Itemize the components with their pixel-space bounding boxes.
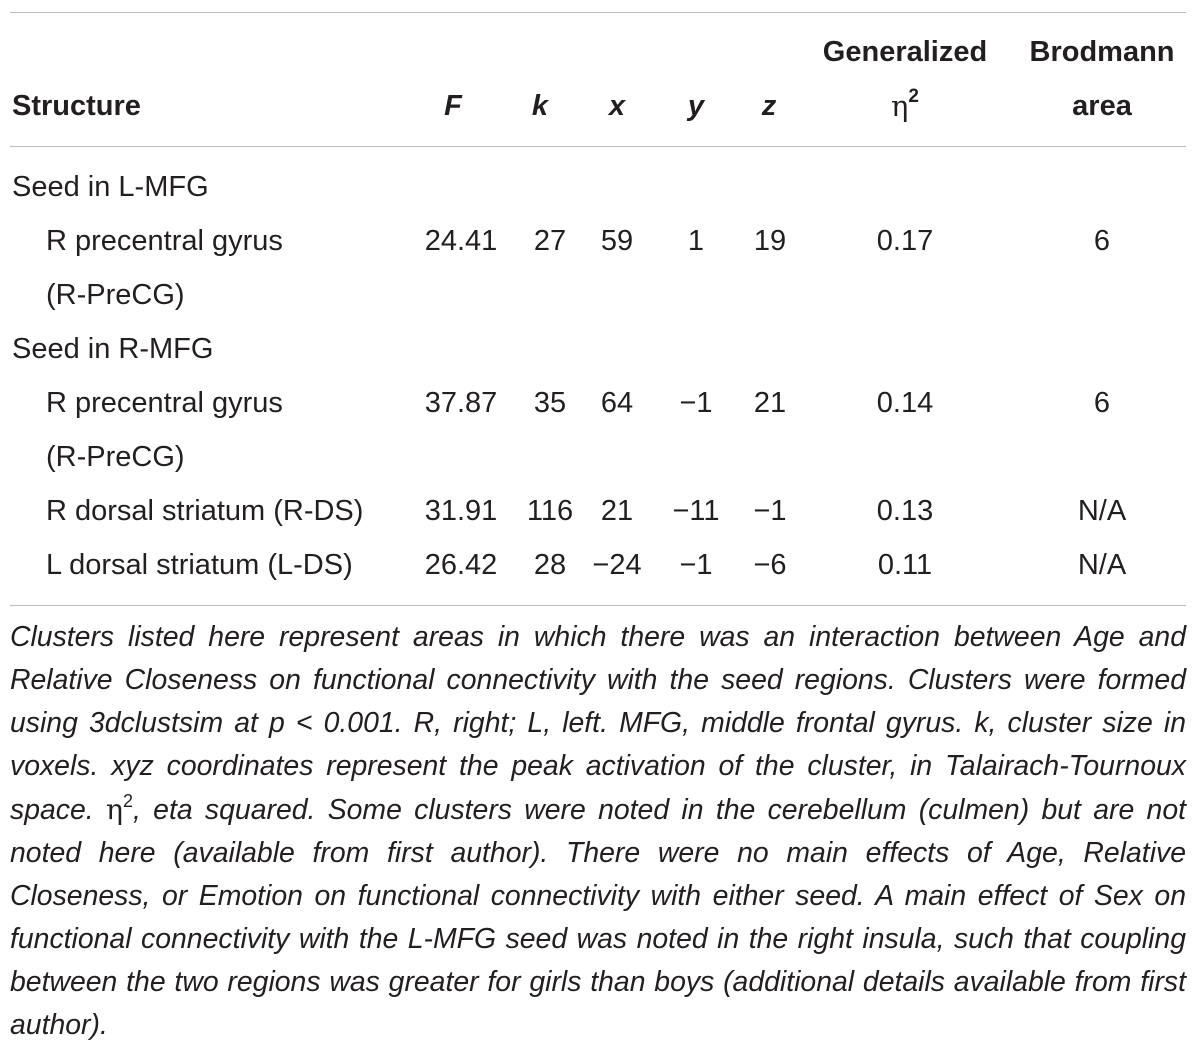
- row-k: 27: [533, 225, 567, 257]
- row-k: 35: [533, 387, 567, 419]
- header-eta-line2: [810, 79, 1000, 134]
- header-f: F: [444, 90, 462, 122]
- row-f: 26.42: [424, 549, 498, 581]
- footnote-eta-symbol: η: [105, 793, 123, 826]
- row-ba: 6: [1093, 387, 1111, 419]
- header-brodmann-line2: area: [1072, 90, 1132, 122]
- row-y: −1: [679, 387, 713, 419]
- row-eta: 0.13: [876, 495, 934, 527]
- row-structure-cont: (R-PreCG): [46, 279, 185, 311]
- row-structure: R precentral gyrus: [46, 387, 283, 419]
- section-label-l-mfg: Seed in L-MFG: [12, 171, 209, 203]
- footnote-eta-sup: 2: [122, 791, 133, 811]
- header-bottom-rule: [10, 146, 1186, 147]
- row-z: −1: [753, 495, 787, 527]
- footnote-part2: , eta squared. Some clusters were noted in the cerebellum (culmen) but are not noted here (available from first author). There were no main effects of Age, Relative Closeness, or Emotion on functional connectivity with either seed. A main effect of Sex on functional connectivity with the L-MFG seed was noted in the right insula, such that coupling between the two regions was greater for girls than boys (additional details available from first author).: [10, 794, 1187, 1041]
- footnote-part1: Clusters listed here represent areas in which there was an interaction between Age and Relative Closeness on functional connectivity with the seed regions. Clusters were formed using 3dclustsim at p < 0.001. R, right; L, left. MFG, middle frontal gyrus. k, cluster size in voxels. xyz coordinates represent the peak activation of the cluster, in Talairach-Tournoux space.: [10, 621, 1186, 826]
- row-x: 21: [600, 495, 634, 527]
- row-eta: 0.11: [877, 549, 933, 581]
- row-eta: 0.14: [876, 387, 934, 419]
- row-y: −11: [672, 495, 720, 527]
- row-x: −24: [592, 549, 642, 581]
- row-f: 31.91: [424, 495, 498, 527]
- row-x: 59: [600, 225, 634, 257]
- row-eta: 0.17: [876, 225, 934, 257]
- row-y: −1: [679, 549, 713, 581]
- header-eta-line1: Generalized: [822, 36, 988, 68]
- row-structure: L dorsal striatum (L-DS): [46, 549, 353, 581]
- row-z: −6: [753, 549, 787, 581]
- header-k: k: [531, 90, 549, 122]
- row-ba: 6: [1093, 225, 1111, 257]
- row-structure-cont: (R-PreCG): [46, 441, 185, 473]
- header-brodmann-line1: Brodmann: [1029, 36, 1175, 68]
- header-x: x: [608, 90, 626, 122]
- table-top-rule: [10, 12, 1186, 13]
- row-k: 28: [533, 549, 567, 581]
- row-k: 116: [526, 495, 574, 527]
- row-z: 21: [753, 387, 787, 419]
- header-eta-sup: 2: [908, 86, 919, 107]
- header-eta-symbol: η: [891, 89, 909, 123]
- row-z: 19: [753, 225, 787, 257]
- row-structure: R dorsal striatum (R-DS): [46, 495, 364, 527]
- table-footnote: [10, 616, 1186, 1047]
- header-y: y: [687, 90, 705, 122]
- row-ba: N/A: [1077, 495, 1127, 527]
- table-bottom-rule: [10, 605, 1186, 606]
- header-structure: Structure: [12, 90, 141, 122]
- row-y: 1: [687, 225, 705, 257]
- row-x: 64: [600, 387, 634, 419]
- header-z: z: [761, 90, 777, 122]
- row-f: 24.41: [424, 225, 498, 257]
- section-label-r-mfg: Seed in R-MFG: [12, 333, 214, 365]
- row-f: 37.87: [424, 387, 498, 419]
- row-ba: N/A: [1077, 549, 1127, 581]
- row-structure: R precentral gyrus: [46, 225, 283, 257]
